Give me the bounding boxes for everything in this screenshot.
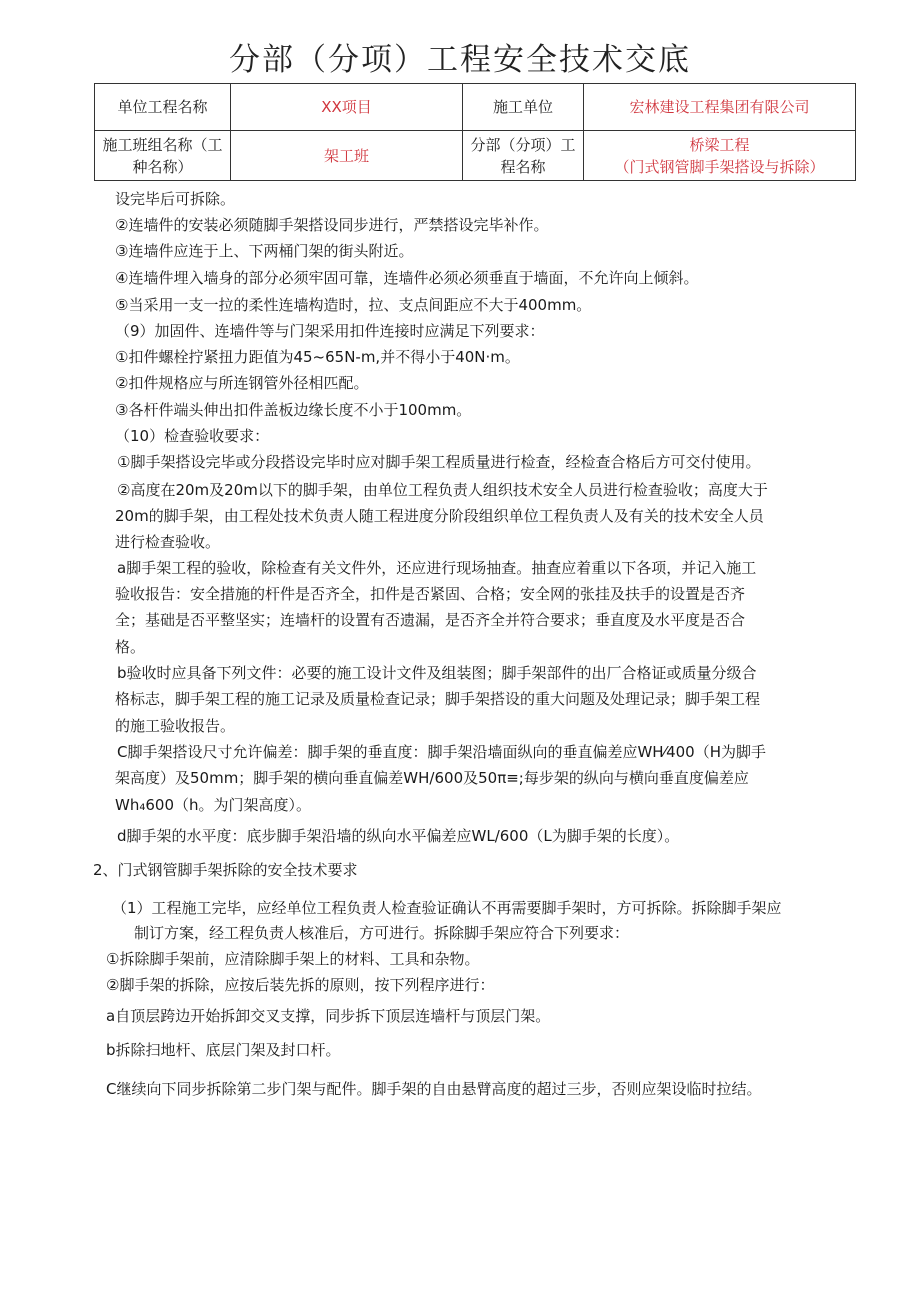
body-line: （10）检查验收要求： — [115, 427, 270, 445]
body-line: C继续向下同步拆除第二步门架与配件。脚手架的自由悬臂高度的超过三步，否则应架设临时拉结。 — [106, 1080, 762, 1098]
unit-project-value: XX项目 — [231, 84, 463, 131]
team-label — [95, 131, 231, 181]
body-line: b拆除扫地杆、底层门架及封口杆。 — [106, 1041, 341, 1059]
body-line: 架高度）及50mm；脚手架的横向垂直偏差WH/600及50π≡;每步架的纵向与横向垂直度偏差应 — [115, 769, 749, 787]
body-line: ③连墙件应连于上、下两桶门架的街头附近。 — [115, 242, 414, 260]
body-line: ②高度在20m及20m以下的脚手架，由单位工程负责人组织技术安全人员进行检查验收；高度大于 — [117, 481, 768, 499]
body-line: ①脚手架搭设完毕或分段搭设完毕时应对脚手架工程质量进行检查，经检查合格后方可交付使用。 — [117, 453, 761, 471]
body-line: 20m的脚手架，由工程处技术负责人随工程进度分阶段组织单位工程负责人及有关的技术安全人员 — [115, 507, 764, 525]
body-line: ①扣件螺栓拧紧扭力距值为45~65N-m,并不得小于40N·m。 — [115, 348, 520, 366]
construction-unit-value: 宏林建设工程集团有限公司 — [584, 84, 856, 131]
body-line: 设完毕后可拆除。 — [115, 190, 236, 208]
body-line: a脚手架工程的验收，除检查有关文件外，还应进行现场抽查。抽查应着重以下各项，并记入施工 — [117, 559, 757, 577]
construction-unit-label: 施工单位 — [463, 84, 584, 131]
body-line: a自顶层跨边开始拆卸交叉支撑，同步拆下顶层连墙杆与顶层门架。 — [106, 1007, 551, 1025]
subproject-value — [584, 131, 856, 181]
body-line: ②连墙件的安装必须随脚手架搭设同步进行，严禁搭设完毕补作。 — [115, 216, 549, 234]
body-line: 格标志，脚手架工程的施工记录及质量检查记录；脚手架搭设的重大问题及处理记录；脚手架工程 — [115, 690, 761, 708]
team-label-line2: 种名称） — [132, 157, 193, 176]
section-heading: 2、门式钢管脚手架拆除的安全技术要求 — [93, 861, 358, 879]
body-line: ③各杆件端头伸出扣件盖板边缘长度不小于100mm。 — [115, 401, 472, 419]
body-line: 格。 — [115, 638, 146, 656]
body-line: ②扣件规格应与所连钢管外径相匹配。 — [115, 374, 369, 392]
body-line: C脚手架搭设尺寸允许偏差：脚手架的垂直度：脚手架沿墙面纵向的垂直偏差应WH⁄400（H为脚手 — [117, 743, 767, 761]
body-line: 验收报告：安全措施的杆件是否齐全，扣件是否紧固、合格；安全网的张挂及扶手的设置是否齐 — [115, 585, 746, 603]
header-info-table — [94, 83, 856, 181]
body-line: 全；基础是否平整坚实；连墙杆的设置有否遗漏，是否齐全并符合要求；垂直度及水平度是否合 — [115, 611, 746, 629]
subproject-label-line1: 分部（分项）工 — [470, 135, 576, 154]
body-line: ①拆除脚手架前，应清除脚手架上的材料、工具和杂物。 — [106, 950, 480, 968]
team-label-line1: 施工班组名称（工 — [102, 135, 223, 154]
unit-project-label: 单位工程名称 — [95, 84, 231, 131]
body-line: （1）工程施工完毕，应经单位工程负责人检查验证确认不再需要脚手架时，方可拆除。拆除脚手架应 — [112, 899, 782, 917]
body-line: Wh₄600（h。为门架高度）。 — [115, 796, 311, 814]
subproject-value-line1: 桥梁工程 — [689, 135, 750, 154]
team-value: 架工班 — [231, 131, 463, 181]
body-line: d脚手架的水平度：底步脚手架沿墙的纵向水平偏差应WL/600（L为脚手架的长度）。 — [117, 827, 680, 845]
body-line: （9）加固件、连墙件等与门架采用扣件连接时应满足下列要求： — [115, 322, 545, 340]
subproject-value-line2: （门式钢管脚手架搭设与拆除） — [614, 157, 825, 176]
subproject-label-line2: 程名称 — [500, 157, 546, 176]
body-line: 的施工验收报告。 — [115, 717, 236, 735]
body-line: ⑤当采用一支一拉的柔性连墙构造时，拉、支点间距应不大于400mm。 — [115, 296, 592, 314]
body-line: 制订方案，经工程负责人核准后，方可进行。拆除脚手架应符合下列要求： — [134, 924, 630, 942]
page-title: 分部（分项）工程安全技术交底 — [229, 42, 691, 78]
body-line: ④连墙件埋入墙身的部分必须牢固可靠，连墙件必须必须垂直于墙面，不允许向上倾斜。 — [115, 269, 699, 287]
body-line: ②脚手架的拆除，应按后装先拆的原则，按下列程序进行： — [106, 976, 495, 994]
subproject-label — [463, 131, 584, 181]
body-line: b验收时应具备下列文件：必要的施工设计文件及组装图；脚手架部件的出厂合格证或质量分级合 — [117, 664, 757, 682]
body-line: 进行检查验收。 — [115, 533, 221, 551]
